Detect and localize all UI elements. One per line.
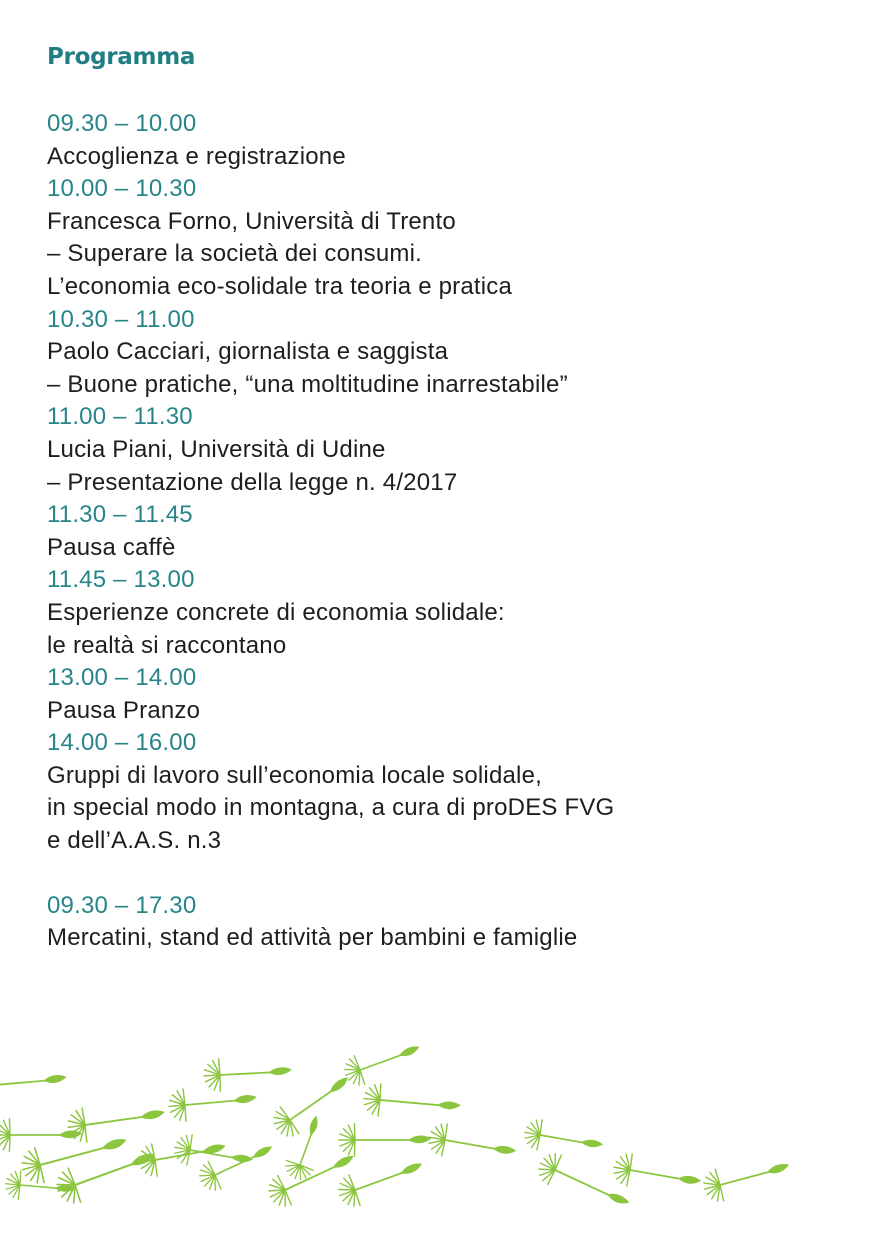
slot-time: 13.00 – 14.00 xyxy=(47,664,197,692)
schedule-slot xyxy=(47,564,827,662)
schedule-slot xyxy=(47,173,827,303)
slot-time: 10.00 – 10.30 xyxy=(47,175,197,203)
slot-description: e dell’A.A.S. n.3 xyxy=(47,827,222,855)
slot-description: Accoglienza e registrazione xyxy=(47,142,346,170)
section-spacer xyxy=(47,858,827,890)
seed-icon xyxy=(0,1063,68,1103)
slot-time: 11.30 – 11.45 xyxy=(47,501,193,529)
seed-icon xyxy=(340,1040,425,1090)
seed-icon xyxy=(611,1151,703,1198)
seed-icon xyxy=(66,1097,168,1144)
slot-description: – Buone pratiche, “una moltitudine inarrestabile” xyxy=(47,370,568,398)
seed-icon xyxy=(167,1083,258,1123)
slot-time: 10.30 – 11.00 xyxy=(47,305,195,333)
seed-icon xyxy=(263,1143,361,1212)
seed-icon xyxy=(700,1151,794,1205)
slot-description: – Presentazione della legge n. 4/2017 xyxy=(47,468,458,496)
slot-description: L’economia eco-solidale tra teoria e pratica xyxy=(47,272,513,300)
slot-time: 09.30 – 10.00 xyxy=(47,110,197,137)
slot-description: Lucia Piani, Università di Udine xyxy=(47,435,386,463)
schedule-slot xyxy=(47,662,827,727)
slot-time: 11.45 – 13.00 xyxy=(47,566,195,594)
slot-description: Pausa caffè xyxy=(47,533,176,561)
slot-description: Esperienze concrete di economia solidale: xyxy=(47,598,505,626)
slot-description: Paolo Cacciari, giornalista e saggista xyxy=(47,338,449,366)
dandelion-seeds-icon xyxy=(0,1040,874,1240)
schedule-slot xyxy=(47,304,827,402)
slot-time: 11.00 – 11.30 xyxy=(47,403,193,431)
page-title: Programma xyxy=(47,44,196,70)
side-event-slot xyxy=(47,890,827,955)
seed-icon xyxy=(522,1117,605,1161)
seed-icon xyxy=(203,1055,293,1092)
slot-description: Francesca Forno, Università di Trento xyxy=(47,207,456,235)
slot-description: Mercatini, stand ed attività per bambini e famiglie xyxy=(47,924,578,952)
schedule-slot xyxy=(47,499,827,564)
slot-time: 14.00 – 16.00 xyxy=(47,729,197,757)
slot-description: – Superare la società dei consumi. xyxy=(47,240,423,268)
seed-icon xyxy=(362,1082,462,1123)
seed-icon xyxy=(0,1119,82,1151)
seed-icon xyxy=(4,1169,77,1204)
seed-icon xyxy=(339,1124,432,1156)
schedule-slot xyxy=(47,401,827,499)
slot-description: le realtà si raccontano xyxy=(47,631,287,659)
slot-description: Pausa Pranzo xyxy=(47,696,201,724)
schedule-slot xyxy=(47,108,827,173)
program-schedule xyxy=(47,108,827,955)
seed-icon xyxy=(533,1148,635,1218)
schedule-slot xyxy=(47,727,827,857)
slot-description: Gruppi di lavoro sull’economia locale solidale, xyxy=(47,761,542,789)
slot-description: in special modo in montagna, a cura di proDES FVG xyxy=(47,794,615,822)
seed-icon xyxy=(52,1139,161,1208)
slot-time: 09.30 – 17.30 xyxy=(47,891,197,919)
seed-icon xyxy=(426,1121,518,1168)
seed-icon xyxy=(195,1134,280,1195)
